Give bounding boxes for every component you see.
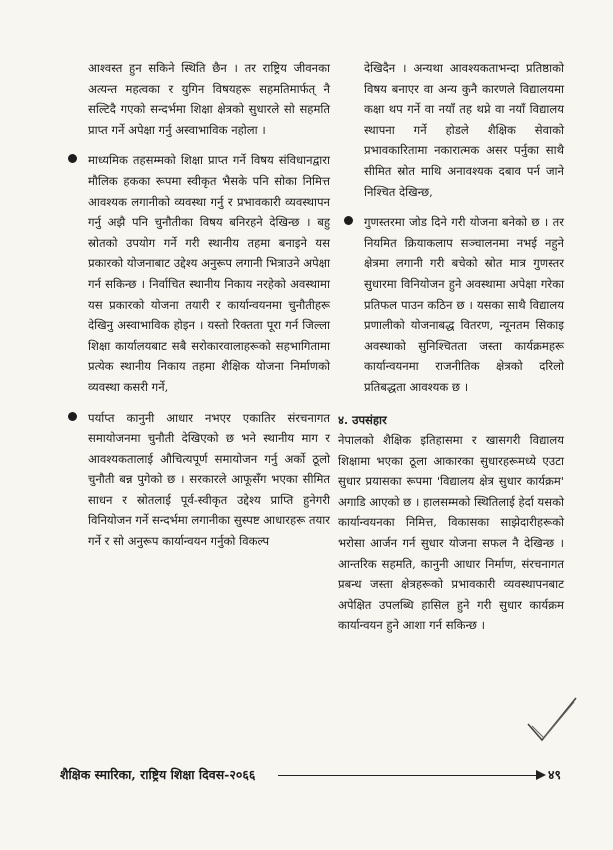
right-column [338,58,564,636]
bullet-text: माध्यमिक तहसम्मको शिक्षा प्राप्त गर्ने विषय संविधानद्वारा मौलिक हकका रूपमा स्वीकृत भैसके पनि सोका निमित्त आवश्यक लगानीको व्यवस्था गर्नु र प्रभावकारी व्यवस्थापन गर्नु अझै पनि चुनौतीका विषय बनिरहने देखिन्छ । बहु स्रोतको उपयोग गर्ने गरी स्थानीय तहमा बनाइने यस प्रकारको योजनाबाट उद्देश्य अनुरूप लगानी भित्राउने अपेक्षा गर्न सकिन्छ । निर्वाचित स्थानीय निकाय नरहेको अवस्थामा यस प्रकारको योजना तयारी र कार्यान्वयनमा चुनौतीहरू देखिनु अस्वाभाविक होइन । यस्तो रिक्तता पूरा गर्न जिल्ला शिक्षा कार्यालयबाट सबै सरोकारवालाहरूको सहभागितामा प्रत्येक स्थानीय निकाय तहमा शैक्षिक योजना निर्माणको व्यवस्था कसरी गर्ने, [88,153,330,394]
bullet-item [338,212,564,397]
bullet-item [62,150,330,397]
bullet-text: पर्याप्त कानुनी आधार नभएर एकातिर संरचनागत समायोजनमा चुनौती देखिएको छ भने स्थानीय माग र आवश्यकतालाई औचित्यपूर्ण समायोजन गर्नु अर्को ठूलो चुनौती बन्न पुगेको छ । सरकारले आफूसँग भएका सीमित साधन र स्रोतलाई पूर्व-स्वीकृत उद्देश्य प्राप्ति हुनेगरी विनियोजन गर्ने सन्दर्भमा लगानीका सुस्पष्ट आधारहरू तयार गर्ने र सो अनुरूप कार्यान्वयन गर्नुको विकल्प [88,410,330,549]
bullet-icon [344,216,353,225]
bullet-text: गुणस्तरमा जोड दिने गरी योजना बनेको छ । तर नियमित क्रियाकलाप सञ्चालनमा नभई नहुने क्षेत्रमा लगानी गरी बचेको स्रोत मात्र गुणस्तर सुधारमा विनियोजन हुने अवस्थामा अपेक्षा गरेका प्रतिफल पाउन कठिन छ । यसका साथै विद्यालय प्रणालीको योजनाबद्ध वितरण, न्यूनतम सिकाइ अवस्थाको सुनिश्चितता जस्ता कार्यक्रमहरू कार्यान्वयनमा राजनीतिक क्षेत्रको दरिलो प्रतिबद्धता आवश्यक छ । [364,215,564,394]
footer-title: शैक्षिक स्मारिका, राष्ट्रिय शिक्षा दिवस-२०६६ [60,767,256,782]
bullet-icon [68,412,77,421]
footer-rule [278,775,540,776]
page-number: ४९ [548,767,562,782]
conclusion-paragraph: नेपालको शैक्षिक इतिहासमा र खासगरी विद्यालय शिक्षामा भएका ठूला आकारका सुधारहरूमध्ये एउटा सुधार प्रयासका रूपमा 'विद्यालय क्षेत्र सुधार कार्यक्रम' अगाडि आएको छ । हालसम्मको स्थितिलाई हेर्दा यसको कार्यान्वयनका निमित्त, विकासका साझेदारीहरूको भरोसा आर्जन गर्न सुधार योजना सफल नै देखिन्छ । आन्तरिक सहमति, कानुनी आधार निर्माण, संरचनागत प्रबन्ध जस्ता क्षेत्रहरूको प्रभावकारी व्यवस्थापनबाट अपेक्षित उपलब्धि हासिल हुने गरी सुधार कार्यक्रम कार्यान्वयन हुने आशा गर्न सकिन्छ । [338,433,564,633]
bullet-icon [68,154,77,163]
paragraph: आश्वस्त हुन सकिने स्थिति छैन । तर राष्ट्रिय जीवनका अत्यन्त महत्वका र युगिन विषयहरू सहमतिमार्फत् नै सल्टिदै गएको सन्दर्भमा शिक्षा क्षेत्रको सुधारले सो सहमति प्राप्त गर्ने अपेक्षा गर्नु अस्वाभाविक नहोला । [88,61,330,137]
page-footer [60,766,560,786]
section-heading: ४. उपसंहार [338,412,387,427]
left-column [62,58,330,552]
paragraph: देखिदैन । अन्यथा आवश्यकताभन्दा प्रतिष्ठाको विषय बनाएर वा अन्य कुनै कारणले विद्यालयमा कक्षा थप गर्ने वा नयाँ तह थप्ने वा नयाँ विद्यालय स्थापना गर्ने होडले शैक्षिक सेवाको प्रभावकारितामा नकारात्मक असर पर्नुका साथै सीमित स्रोत माथि अनावश्यक दबाव पर्न जाने निश्चित देखिन्छ, [364,61,564,199]
check-mark-icon [520,690,580,750]
arrow-right-icon [536,770,546,780]
bullet-item [62,408,330,552]
